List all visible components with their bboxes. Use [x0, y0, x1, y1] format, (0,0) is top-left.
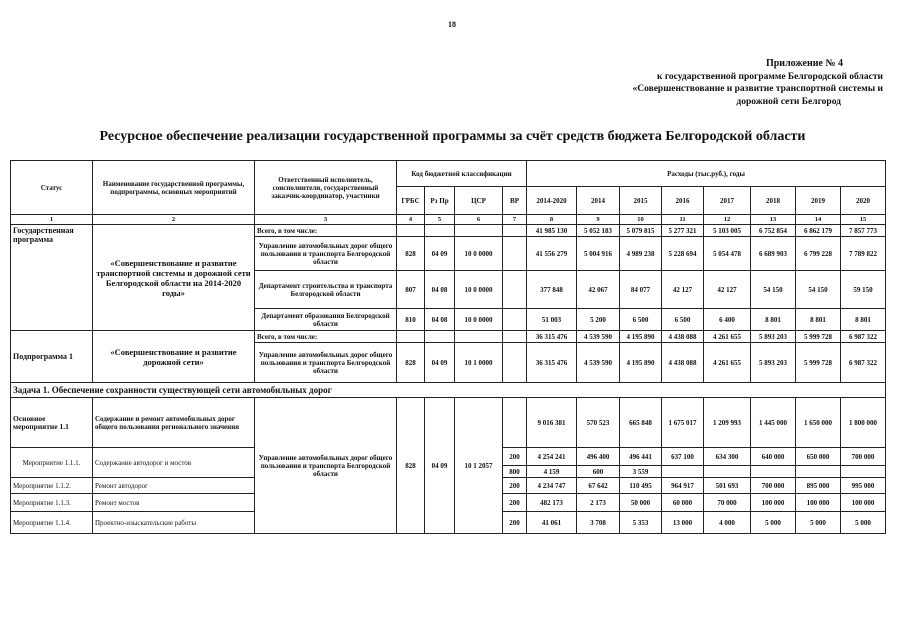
column-number: 12: [704, 215, 751, 225]
expense-value: 7 857 773: [841, 225, 886, 237]
table-row: [11, 398, 886, 448]
vr-code: 200: [503, 478, 527, 494]
expense-value: 5 228 694: [662, 237, 704, 271]
expense-value: 5 999 728: [796, 343, 841, 383]
expense-value: 4 261 655: [704, 343, 751, 383]
expense-value: 100 000: [841, 494, 886, 512]
expense-value: [662, 466, 704, 478]
responsible: Департамент образования Белгородской области: [255, 309, 397, 331]
vr-code: [503, 309, 527, 331]
page-number: 18: [448, 20, 456, 29]
header-year: 2017: [704, 187, 751, 215]
expense-value: 59 150: [841, 271, 886, 309]
csr-code: 10 1 0000: [455, 343, 503, 383]
expense-value: 5 277 321: [662, 225, 704, 237]
measure-name: Проектно-изыскательские работы: [93, 512, 255, 534]
measure-status: Мероприятие 1.1.4.: [11, 512, 93, 534]
csr-code: 10 0 0000: [455, 309, 503, 331]
expense-value: 665 848: [620, 398, 662, 448]
expense-value: 496 400: [577, 448, 620, 466]
responsible: Управление автомобильных дорог общего пользования и транспорта Белгородской области: [255, 343, 397, 383]
responsible: Всего, в том числе:: [255, 331, 397, 343]
responsible: Управление автомобильных дорог общего пользования и транспорта Белгородской области: [255, 237, 397, 271]
expense-value: 5 079 815: [620, 225, 662, 237]
header-responsible: Ответственный исполнитель, соисполнители, государственный заказчик-координатор, участники: [255, 161, 397, 215]
table-row: [11, 331, 886, 343]
vr-code: [503, 225, 527, 237]
subprogram-status: Подпрограмма 1: [11, 331, 93, 383]
expense-value: 9 016 381: [527, 398, 577, 448]
expense-value: 6 799 228: [796, 237, 841, 271]
column-number: 10: [620, 215, 662, 225]
expense-value: 650 000: [796, 448, 841, 466]
column-number: 9: [577, 215, 620, 225]
header-year: 2020: [841, 187, 886, 215]
measure-name: Содержание автодорог и мостов: [93, 448, 255, 478]
header-vr: ВР: [503, 187, 527, 215]
expense-value: 42 127: [662, 271, 704, 309]
expense-value: 100 000: [751, 494, 796, 512]
expense-value: 4 261 655: [704, 331, 751, 343]
column-number: 5: [425, 215, 455, 225]
expense-value: 7 789 822: [841, 237, 886, 271]
header-grbs: ГРБС: [397, 187, 425, 215]
expense-value: 4 159: [527, 466, 577, 478]
expense-value: 36 315 476: [527, 343, 577, 383]
header-year: 2016: [662, 187, 704, 215]
responsible: Всего, в том числе:: [255, 225, 397, 237]
expense-value: 41 556 279: [527, 237, 577, 271]
appendix-line: дорожной сети Белгород: [736, 96, 841, 107]
expense-value: 110 495: [620, 478, 662, 494]
expense-value: 4 195 890: [620, 343, 662, 383]
expense-value: 41 061: [527, 512, 577, 534]
column-number-row: [11, 215, 886, 225]
expense-value: 4 000: [704, 512, 751, 534]
expense-value: 51 003: [527, 309, 577, 331]
subprogram-name: «Совершенствование и развитие дорожной сети»: [93, 331, 255, 383]
column-number: 2: [93, 215, 255, 225]
expense-value: 3 559: [620, 466, 662, 478]
expense-value: 4 254 241: [527, 448, 577, 466]
expense-value: 1 800 000: [841, 398, 886, 448]
measure-name: Содержание и ремонт автомобильных дорог общего пользования регионального значения: [93, 398, 255, 448]
expense-value: 3 708: [577, 512, 620, 534]
task-row: [11, 383, 886, 398]
vr-code: [503, 343, 527, 383]
program-status: Государственная программа: [11, 225, 93, 331]
column-number: 1: [11, 215, 93, 225]
expense-value: 482 173: [527, 494, 577, 512]
appendix-line: «Совершенствование и развитие транспортной системы и: [632, 84, 883, 94]
expense-value: 60 000: [662, 494, 704, 512]
grbs-code: 810: [397, 309, 425, 331]
column-number: 3: [255, 215, 397, 225]
header-csr: ЦСР: [455, 187, 503, 215]
rzpr-code: 04 09: [425, 237, 455, 271]
table-header-row: [11, 161, 886, 187]
expense-value: 5 999 728: [796, 331, 841, 343]
expense-value: 895 000: [796, 478, 841, 494]
page-title: Ресурсное обеспечение реализации государственной программы за счёт средств бюджета Белгородской области: [99, 129, 806, 144]
expense-value: 54 150: [796, 271, 841, 309]
expense-value: 995 000: [841, 478, 886, 494]
expense-value: 42 127: [704, 271, 751, 309]
expense-value: 4 438 088: [662, 331, 704, 343]
expense-value: 1 445 000: [751, 398, 796, 448]
vr-code: [503, 271, 527, 309]
header-year: 2018: [751, 187, 796, 215]
expense-value: 67 642: [577, 478, 620, 494]
expense-value: 5 052 183: [577, 225, 620, 237]
expense-value: 6 500: [662, 309, 704, 331]
expense-value: 5 200: [577, 309, 620, 331]
expense-value: [796, 466, 841, 478]
expense-value: 13 000: [662, 512, 704, 534]
expense-value: 4 234 747: [527, 478, 577, 494]
column-number: 14: [796, 215, 841, 225]
table-row: [11, 225, 886, 237]
rzpr-code: [425, 331, 455, 343]
expense-value: 1 209 993: [704, 398, 751, 448]
expense-value: 8 801: [751, 309, 796, 331]
rzpr-code: 04 09: [425, 343, 455, 383]
expense-value: 496 441: [620, 448, 662, 466]
grbs-code: [397, 331, 425, 343]
column-number: 4: [397, 215, 425, 225]
expense-value: [841, 466, 886, 478]
header-year: 2015: [620, 187, 662, 215]
column-number: 15: [841, 215, 886, 225]
expense-value: 41 985 130: [527, 225, 577, 237]
measures-rzpr: 04 09: [425, 398, 455, 534]
task-title: Задача 1. Обеспечение сохранности существующей сети автомобильных дорог: [11, 383, 886, 398]
expense-value: 4 539 590: [577, 343, 620, 383]
expense-value: 637 100: [662, 448, 704, 466]
measure-name: Ремонт автодорог: [93, 478, 255, 494]
expense-value: 5 000: [751, 512, 796, 534]
expense-value: 640 000: [751, 448, 796, 466]
expense-value: 5 054 478: [704, 237, 751, 271]
header-year: 2014-2020: [527, 187, 577, 215]
vr-code: 200: [503, 448, 527, 466]
expense-value: 1 675 017: [662, 398, 704, 448]
expense-value: 70 000: [704, 494, 751, 512]
header-year: 2014: [577, 187, 620, 215]
vr-code: 200: [503, 494, 527, 512]
measure-name: Ремонт мостов: [93, 494, 255, 512]
expense-value: 6 689 903: [751, 237, 796, 271]
expense-value: 6 987 322: [841, 343, 886, 383]
expense-value: 100 000: [796, 494, 841, 512]
responsible: Департамент строительства и транспорта Белгородской области: [255, 271, 397, 309]
expense-value: 1 650 000: [796, 398, 841, 448]
csr-code: 10 0 0000: [455, 271, 503, 309]
expense-value: 700 000: [841, 448, 886, 466]
expense-value: 377 848: [527, 271, 577, 309]
appendix-line: Приложение № 4: [765, 58, 843, 69]
expense-value: 2 173: [577, 494, 620, 512]
expense-value: 6 500: [620, 309, 662, 331]
expense-value: 634 300: [704, 448, 751, 466]
header-code-group: Код бюджетной классификации: [397, 161, 527, 187]
program-name: «Совершенствование и развитие транспортной системы и дорожной сети Белгородской области на 2014-2020 годы»: [93, 225, 255, 331]
expense-value: 84 077: [620, 271, 662, 309]
expense-value: 964 917: [662, 478, 704, 494]
measures-grbs: 828: [397, 398, 425, 534]
header-status: Статус: [11, 161, 93, 215]
appendix-line: к государственной программе Белгородской области: [656, 71, 883, 82]
budget-table: [10, 160, 886, 534]
measures-responsible: Управление автомобильных дорог общего пользования и транспорта Белгородской области: [255, 398, 397, 534]
grbs-code: 828: [397, 237, 425, 271]
expense-value: 5 000: [796, 512, 841, 534]
header-rzpr: Рз Пр: [425, 187, 455, 215]
vr-code: [503, 237, 527, 271]
expense-value: 6 862 179: [796, 225, 841, 237]
expense-value: 5 893 203: [751, 331, 796, 343]
expense-value: 4 195 890: [620, 331, 662, 343]
vr-code: [503, 398, 527, 448]
expense-value: [751, 466, 796, 478]
measure-status: Основное мероприятие 1.1: [11, 398, 93, 448]
measures-csr: 10 1 2057: [455, 398, 503, 534]
expense-value: 6 752 854: [751, 225, 796, 237]
expense-value: 600: [577, 466, 620, 478]
expense-value: 4 989 238: [620, 237, 662, 271]
expense-value: 8 801: [841, 309, 886, 331]
expense-value: 5 103 005: [704, 225, 751, 237]
expense-value: 4 438 088: [662, 343, 704, 383]
expense-value: 8 801: [796, 309, 841, 331]
expense-value: 50 000: [620, 494, 662, 512]
vr-code: 200: [503, 512, 527, 534]
expense-value: 501 693: [704, 478, 751, 494]
column-number: 13: [751, 215, 796, 225]
rzpr-code: [425, 225, 455, 237]
csr-code: [455, 225, 503, 237]
expense-value: 6 987 322: [841, 331, 886, 343]
expense-value: 700 000: [751, 478, 796, 494]
column-number: 7: [503, 215, 527, 225]
header-expenses-group: Расходы (тыс.руб.), годы: [527, 161, 886, 187]
column-number: 6: [455, 215, 503, 225]
grbs-code: [397, 225, 425, 237]
vr-code: [503, 331, 527, 343]
expense-value: [704, 466, 751, 478]
expense-value: 36 315 476: [527, 331, 577, 343]
expense-value: 5 004 916: [577, 237, 620, 271]
vr-code: 800: [503, 466, 527, 478]
measure-status: Мероприятие 1.1.3.: [11, 494, 93, 512]
grbs-code: 807: [397, 271, 425, 309]
expense-value: 42 067: [577, 271, 620, 309]
expense-value: 570 523: [577, 398, 620, 448]
expense-value: 54 150: [751, 271, 796, 309]
appendix-header: [583, 58, 883, 108]
expense-value: 6 400: [704, 309, 751, 331]
column-number: 8: [527, 215, 577, 225]
expense-value: 5 353: [620, 512, 662, 534]
csr-code: 10 0 0000: [455, 237, 503, 271]
expense-value: 5 000: [841, 512, 886, 534]
expense-value: 4 539 590: [577, 331, 620, 343]
csr-code: [455, 331, 503, 343]
grbs-code: 828: [397, 343, 425, 383]
measure-status: Мероприятие 1.1.2.: [11, 478, 93, 494]
rzpr-code: 04 08: [425, 309, 455, 331]
expense-value: 5 893 203: [751, 343, 796, 383]
header-name: Наименование государственной программы, подпрограммы, основных мероприятий: [93, 161, 255, 215]
rzpr-code: 04 08: [425, 271, 455, 309]
column-number: 11: [662, 215, 704, 225]
header-year: 2019: [796, 187, 841, 215]
measure-status: Мероприятие 1.1.1.: [11, 448, 93, 478]
